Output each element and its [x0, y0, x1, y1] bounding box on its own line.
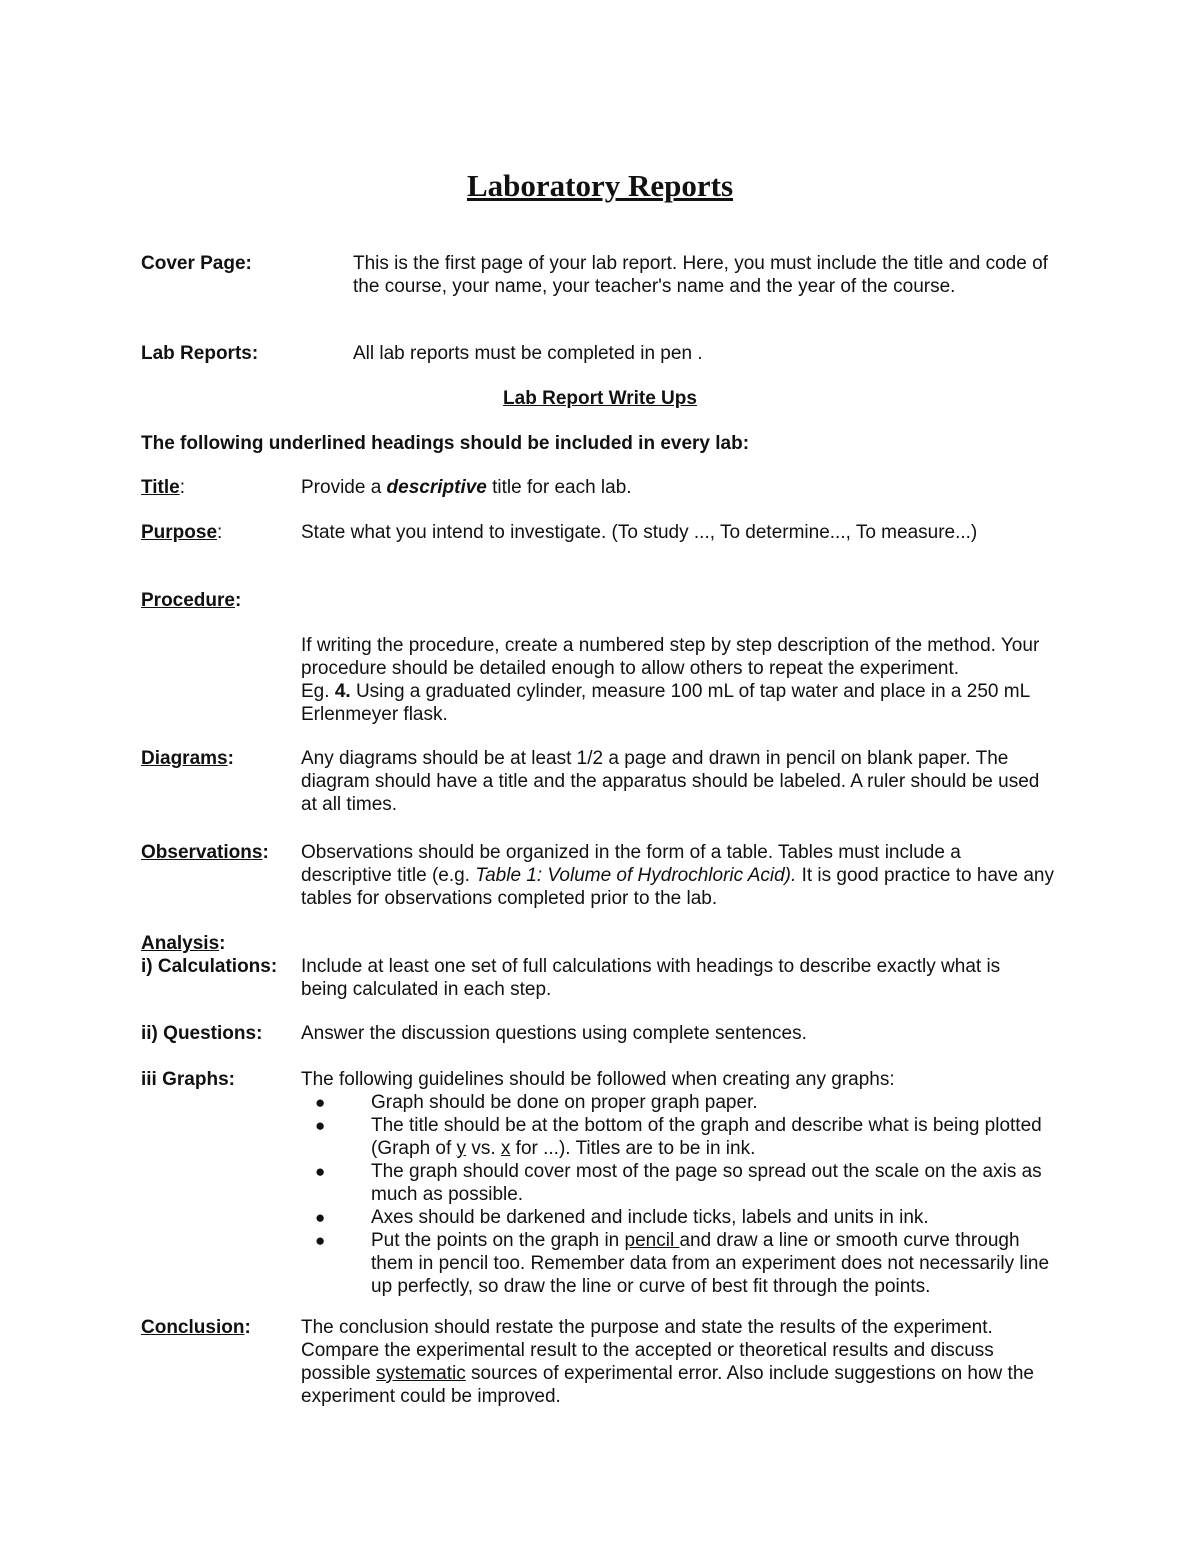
- list-item: [301, 1206, 1061, 1229]
- graph-guideline-2vs: vs.: [466, 1138, 501, 1159]
- graphs-section: [301, 1068, 1061, 1298]
- observations-heading: [141, 841, 269, 864]
- calculations-label: i) Calculations:: [141, 956, 278, 977]
- lab-reports-label: Lab Reports:: [141, 343, 259, 364]
- conclusion-text: [301, 1316, 1066, 1408]
- graph-guideline-2a: The title should be at the bottom of the graph and describe what is being plotted (Graph of: [371, 1115, 1042, 1159]
- graph-guideline-5u: pencil: [624, 1230, 680, 1251]
- intro-statement: The following underlined headings should be included in every lab:: [141, 433, 750, 454]
- list-item: [301, 1229, 1061, 1298]
- title-text-before: Provide a: [301, 477, 387, 498]
- procedure-heading-label: Procedure: [141, 590, 235, 611]
- conclusion-heading-colon: :: [244, 1317, 251, 1338]
- graph-guideline-5b: and draw a line or smooth curve through them in pencil too. Remember data from an experiment does not necessarily line up perfectly, so draw the line or curve of best fit through the points.: [371, 1230, 1050, 1297]
- lab-reports-text: All lab reports must be completed in pen .: [353, 343, 703, 364]
- graph-guideline-5a: Put the points on the graph in: [371, 1230, 625, 1251]
- calculations-text: Include at least one set of full calculations with headings to describe exactly what is being calculated in each step.: [301, 956, 1001, 1000]
- questions-text: Answer the discussion questions using complete sentences.: [301, 1023, 807, 1044]
- bullet-icon: ●: [315, 1162, 326, 1181]
- cover-page-text: This is the first page of your lab report. Here, you must include the title and code of the course, your name, your teacher's name and the year of the course.: [353, 253, 1048, 297]
- procedure-body: If writing the procedure, create a numbered step by step description of the method. Your procedure should be detailed enough to allow others to repeat the experiment.: [301, 635, 1040, 679]
- cover-page-label: Cover Page:: [141, 253, 252, 274]
- observations-text-emphasis: Table 1: Volume of Hydrochloric Acid).: [475, 865, 797, 886]
- section-subheading: Lab Report Write Ups: [503, 388, 697, 409]
- analysis-heading-label: Analysis: [141, 933, 220, 954]
- list-item: [301, 1091, 1061, 1114]
- analysis-heading-colon: :: [219, 933, 226, 954]
- purpose-text: State what you intend to investigate. (To study ..., To determine..., To measure...): [301, 522, 978, 543]
- procedure-eg-text: Using a graduated cylinder, measure 100 mL of tap water and place in a 250 mL Erlenmeyer flask.: [301, 681, 1030, 725]
- graph-guideline-4: Axes should be darkened and include ticks, labels and units in ink.: [371, 1207, 929, 1228]
- diagrams-heading: [141, 747, 234, 770]
- bullet-icon: ●: [315, 1116, 326, 1135]
- procedure-text: [301, 634, 1061, 726]
- purpose-heading-label: Purpose: [141, 522, 218, 543]
- graphs-guidelines-list: [301, 1091, 1061, 1298]
- title-heading-colon: :: [179, 477, 185, 498]
- graphs-intro: The following guidelines should be followed when creating any graphs:: [301, 1069, 895, 1090]
- title-text-after: title for each lab.: [486, 477, 632, 498]
- questions-label: ii) Questions:: [141, 1023, 263, 1044]
- graph-guideline-2x: x: [500, 1138, 511, 1159]
- title-heading-label: Title: [141, 477, 180, 498]
- procedure-eg-number: 4.: [334, 681, 351, 702]
- procedure-heading: [141, 589, 241, 612]
- observations-text-after: It is good practice to have any tables for observations completed prior to the lab.: [301, 865, 1055, 909]
- graph-guideline-1: Graph should be done on proper graph paper.: [371, 1092, 758, 1113]
- page-title: Laboratory Reports: [466, 168, 734, 203]
- conclusion-heading-label: Conclusion: [141, 1317, 245, 1338]
- graph-guideline-3: The graph should cover most of the page so spread out the scale on the axis as much as possible.: [371, 1161, 1042, 1205]
- procedure-heading-colon: :: [234, 590, 242, 611]
- purpose-heading-colon: :: [217, 522, 223, 543]
- diagrams-heading-label: Diagrams: [141, 748, 228, 769]
- conclusion-text-underlined: systematic: [376, 1363, 466, 1384]
- purpose-heading: [141, 521, 222, 544]
- graphs-label: iii Graphs:: [141, 1069, 235, 1090]
- graph-guideline-2c: for ...). Titles are to be in ink.: [510, 1138, 756, 1159]
- observations-heading-colon: :: [262, 842, 269, 863]
- observations-text: [301, 841, 1056, 910]
- procedure-eg: Eg.: [301, 681, 335, 702]
- observations-text-before: Observations should be organized in the form of a table. Tables must include a descriptive title (e.g.: [301, 842, 961, 886]
- conclusion-heading: [141, 1316, 251, 1339]
- diagrams-text: Any diagrams should be at least 1/2 a page and drawn in pencil on blank paper. The diagram should have a title and the apparatus should be labeled. A ruler should be used at all times.: [301, 748, 1040, 815]
- bullet-icon: ●: [315, 1231, 326, 1250]
- title-description: [301, 476, 1066, 499]
- observations-heading-label: Observations: [141, 842, 263, 863]
- list-item: [301, 1160, 1061, 1206]
- title-heading: [141, 476, 185, 499]
- graph-guideline-2y: y: [456, 1138, 467, 1159]
- diagrams-heading-colon: :: [227, 748, 234, 769]
- analysis-heading: [141, 932, 225, 955]
- title-text-emphasis: descriptive: [386, 477, 487, 498]
- bullet-icon: ●: [315, 1208, 326, 1227]
- bullet-icon: ●: [315, 1093, 326, 1112]
- list-item: [301, 1114, 1061, 1160]
- conclusion-text-a: The conclusion should restate the purpose and state the results of the experiment. Compare the experimental result to the accepted or theoretical results and discuss possible: [301, 1317, 994, 1384]
- conclusion-text-b: sources of experimental error. Also include suggestions on how the experiment could be improved.: [301, 1363, 1034, 1407]
